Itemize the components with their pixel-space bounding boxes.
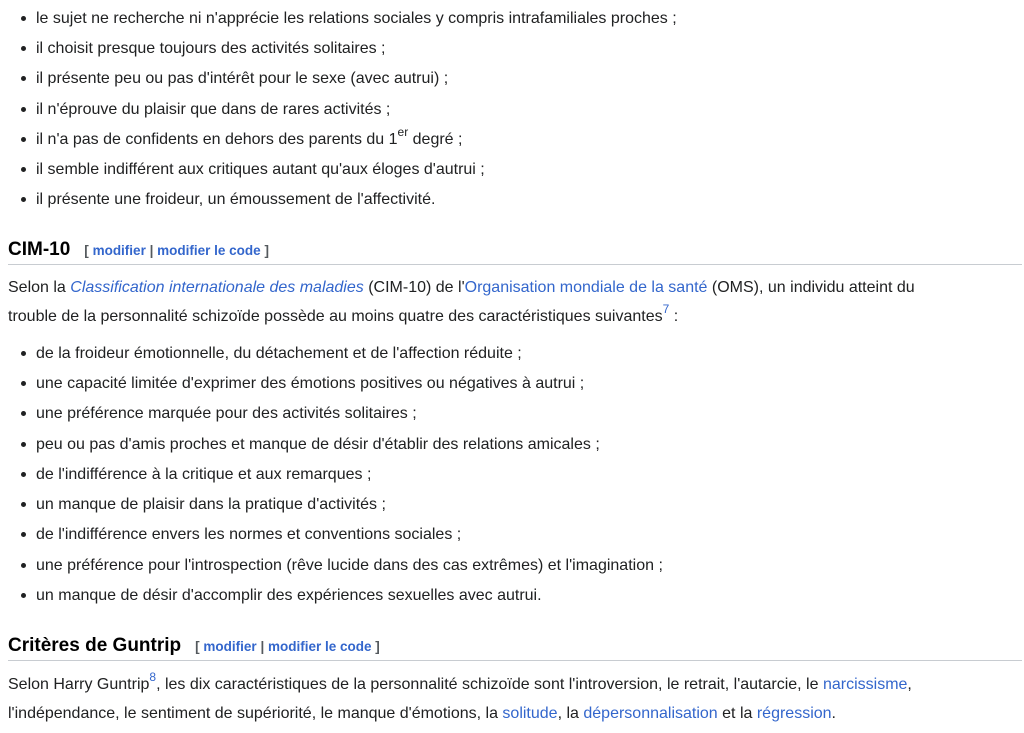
- guntrip-paragraph: Selon Harry Guntrip$^8$, les dix caractéristiques de la personnalité schizoïde sont l'introversion, le retrait, l'autarcie, le narcissisme, l'indépendance, le sentiment de supériorité, le manque d'émotions, la solitude, la dépersonnalisation et la régression.: [8, 669, 912, 722]
- bullet-icon: [21, 593, 26, 598]
- section-title: Critères de Guntrip: [8, 635, 182, 656]
- section-heading-cim10: [8, 234, 1022, 265]
- narcissisme-link[interactable]: narcissisme: [822, 676, 908, 693]
- bullet-icon: [21, 502, 26, 507]
- bullet-icon: [21, 137, 26, 142]
- regression-link[interactable]: régression: [756, 705, 832, 722]
- bullet-icon: [21, 107, 26, 112]
- reference-8[interactable]: 8: [149, 669, 157, 684]
- bullet-icon: [21, 46, 26, 51]
- edit-source-link[interactable]: modifier le code: [268, 639, 372, 654]
- bullet-icon: [21, 76, 26, 81]
- bullet-icon: [21, 167, 26, 172]
- bullet-icon: [21, 197, 26, 202]
- edit-link[interactable]: modifier: [203, 639, 257, 654]
- bullet-icon: [21, 442, 26, 447]
- bullet-icon: [21, 472, 26, 477]
- bullet-icon: [21, 411, 26, 416]
- classification-link[interactable]: Classification internationale des maladies: [70, 279, 364, 296]
- article-content: le sujet ne recherche ni n'apprécie les relations sociales y compris intrafamiliales proches ; il choisit presque toujours des activités solitaires ; il présente peu ou pas d'intérêt pour le sexe (avec autrui) ; il n'éprouve du plaisir que dans de rares activités ; il n'a pas de confidents en dehors des parents du 1er degré ; il semble indifférent aux critiques autant qu'aux éloges d'autrui ; il présente une froideur, un émoussement de l'affectivité. CIM-10 [ modifier | modifier le code ] Selon la Classification internationale des maladies (CIM-10) de l'Organisation mondiale de la santé (OMS), un individu atteint du trouble de la personnalité schizoïde possède au moins quatre des caractéristiques suivantes$^7$ : de la froideur émotionnelle, du détachement et de l'affection réduite ; une capacité limitée d'exprimer des émotions positives ou négatives à autrui ; une préférence marquée pour des activités solitaires ; peu ou pas d'amis proches et manque de désir d'établir des relations amicales ; de l'indifférence à la critique et aux remarques ; un manque de plaisir dans la pratique d'activités ; de l'indifférence envers les normes et conventions sociales ; une préférence pour l'introspection (rêve lucide dans des cas extrêmes) et l'imagination ; un manque de désir d'accomplir des expériences sexuelles avec autrui. Critères de Guntrip [ modifier | modifier le code ] Selon Harry Guntrip$^8$, les dix caractéristiques de la personnalité schizoïde sont l'introversion, le retrait, l'autarcie, le narcissisme, l'indépendance, le sentiment de supériorité, le manque d'émotions, la solitude, la dépersonnalisation et la régression.: [0, 0, 1024, 733]
- section-title: CIM-10: [8, 239, 71, 260]
- cim10-intro-paragraph: Selon la Classification internationale des maladies (CIM-10) de l'Organisation mondiale de la santé (OMS), un individu atteint du trouble de la personnalité schizoïde possède au moins quatre des caractéristiques suivantes$^7$ :: [8, 279, 915, 325]
- edit-link[interactable]: modifier: [92, 243, 146, 258]
- bullet-icon: [21, 381, 26, 386]
- solitude-link[interactable]: solitude: [502, 705, 558, 722]
- edit-source-link[interactable]: modifier le code: [157, 243, 261, 258]
- edit-section-links: [ modifier | modifier le code ]: [195, 639, 380, 654]
- oms-link[interactable]: Organisation mondiale de la santé: [464, 279, 708, 296]
- section-heading-guntrip: [8, 630, 1022, 661]
- edit-section-links: [ modifier | modifier le code ]: [84, 243, 269, 258]
- reference-7[interactable]: 7: [662, 301, 670, 316]
- depersonnalisation-link[interactable]: dépersonnalisation: [583, 705, 718, 722]
- bullet-icon: [21, 351, 26, 356]
- bullet-icon: [21, 16, 26, 21]
- bullet-icon: [21, 563, 26, 568]
- bullet-icon: [21, 532, 26, 537]
